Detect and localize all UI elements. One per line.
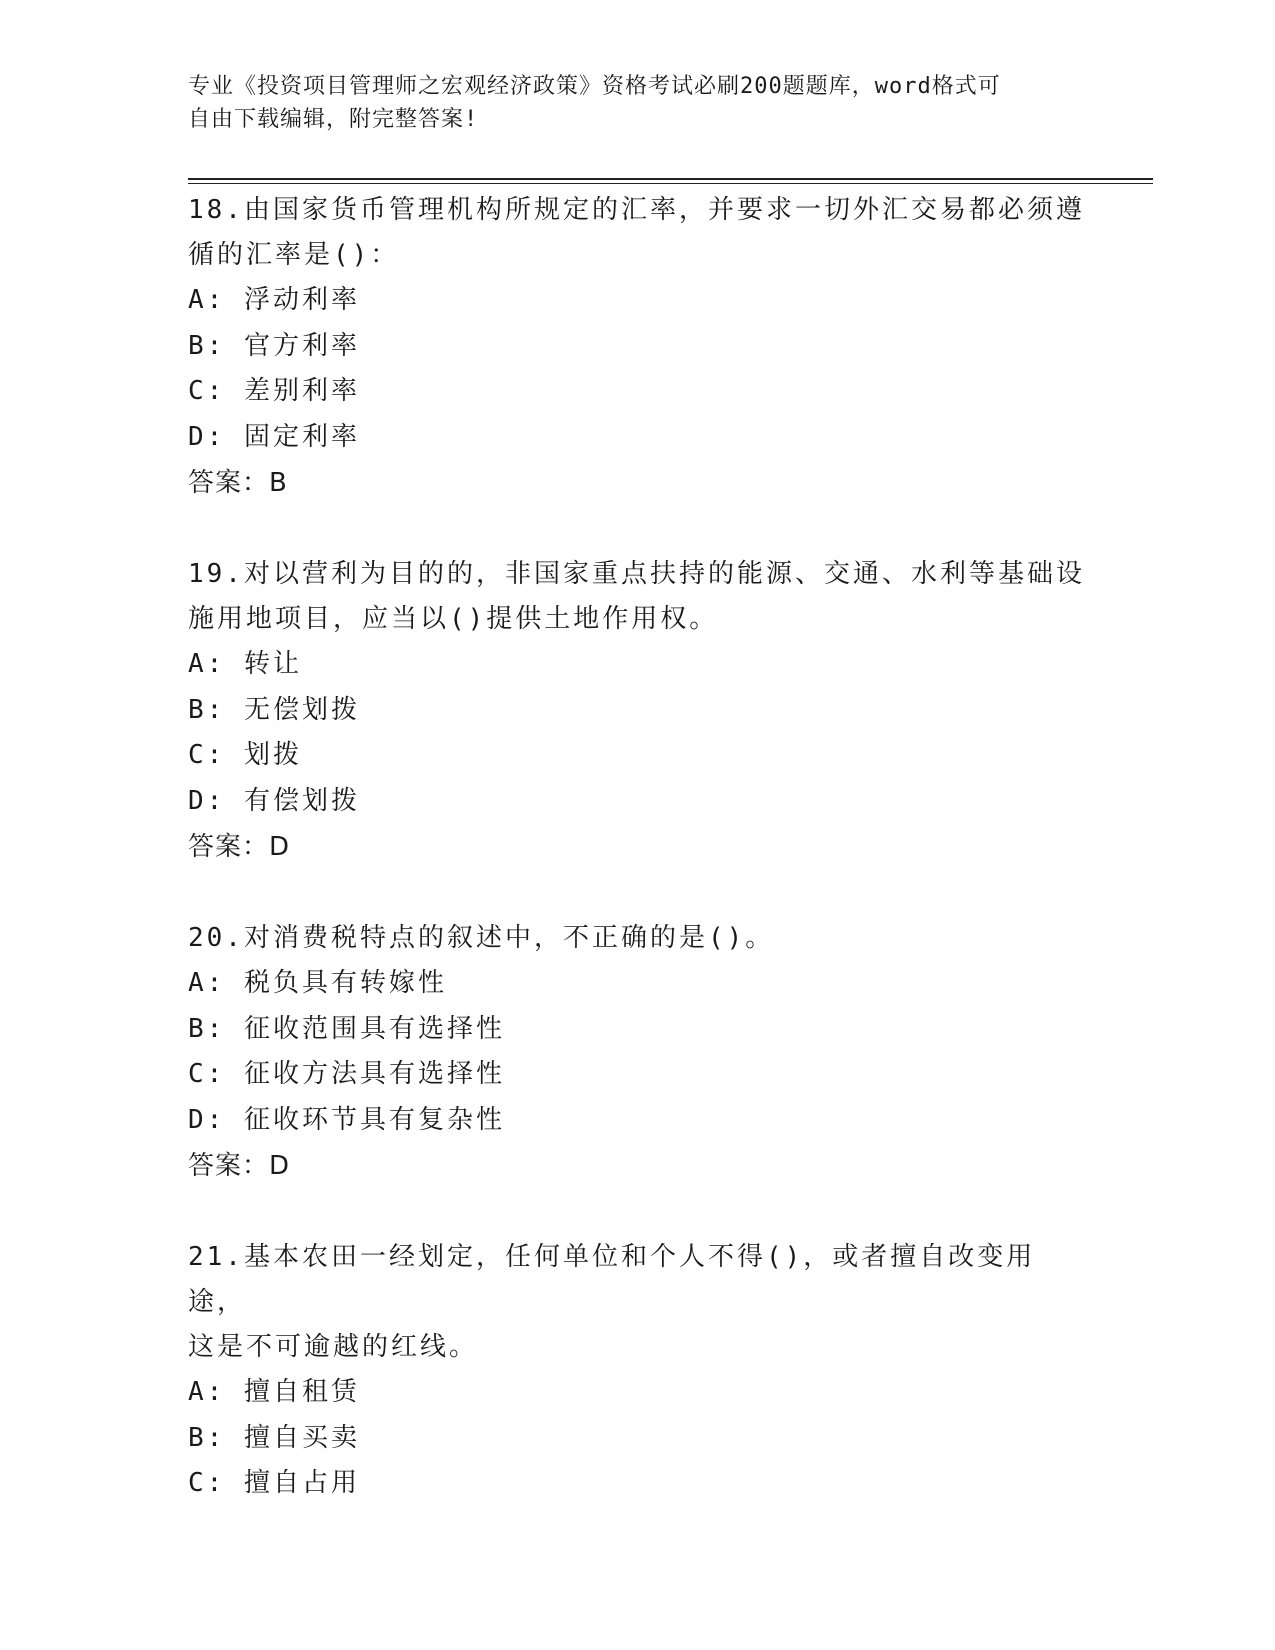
option-c: C: 征收方法具有选择性 [188,1059,505,1089]
option-a: A: 擅自租赁 [188,1377,360,1407]
answer: 答案：B [188,468,288,498]
header-line-2: 自由下载编辑，附完整答案! [188,107,479,132]
answer: 答案：D [188,832,291,862]
answer: 答案：D [188,1151,291,1181]
option-b: B: 无偿划拨 [188,694,360,725]
option-d: D: 有偿划拨 [188,785,360,816]
question-stem: 施用地项目，应当以()提供土地作用权。 [188,604,719,634]
question-19 [188,552,1088,870]
question-list [188,188,1088,1553]
option-a: A: 浮动利率 [188,285,360,315]
question-20 [188,916,1088,1189]
option-d: D: 固定利率 [188,421,360,452]
option-d: D: 征收环节具有复杂性 [188,1104,505,1135]
document-header [188,70,1068,136]
question-stem: 19.对以营利为目的的，非国家重点扶持的能源、交通、水利等基础设 [188,559,1085,589]
option-c: C: 差别利率 [188,376,360,406]
question-21 [188,1235,1088,1507]
header-divider [188,178,1153,184]
option-c: C: 划拨 [188,740,302,770]
question-stem: 循的汇率是()： [188,240,400,270]
option-b: B: 官方利率 [188,330,360,361]
option-a: A: 转让 [188,649,302,679]
question-stem: 这是不可逾越的红线。 [188,1332,479,1362]
question-stem: 18.由国家货币管理机构所规定的汇率，并要求一切外汇交易都必须遵 [188,195,1085,225]
question-18 [188,188,1088,506]
question-stem: 20.对消费税特点的叙述中，不正确的是()。 [188,923,775,953]
header-line-1: 专业《投资项目管理师之宏观经济政策》资格考试必刷200题题库，word格式可 [188,74,1001,99]
option-b: B: 征收范围具有选择性 [188,1013,505,1044]
question-stem: 21.基本农田一经划定，任何单位和个人不得()，或者擅自改变用途， [188,1242,1036,1317]
option-b: B: 擅自买卖 [188,1422,360,1453]
option-c: C: 擅自占用 [188,1468,360,1498]
option-a: A: 税负具有转嫁性 [188,968,447,998]
